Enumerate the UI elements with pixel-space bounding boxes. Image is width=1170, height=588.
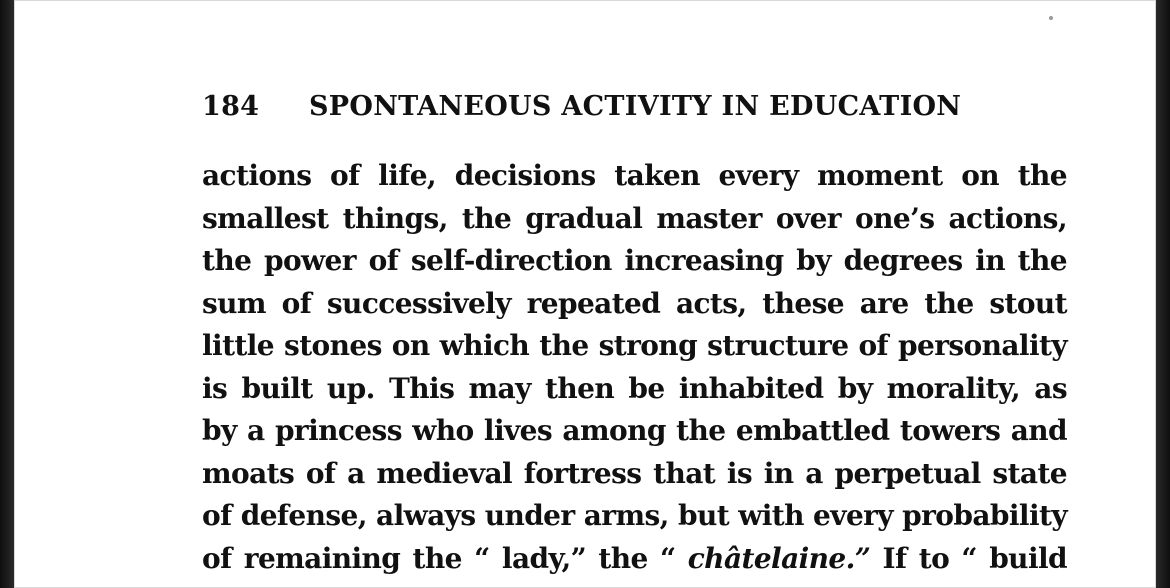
body-paragraph: [202, 155, 1067, 580]
text-line: moats of a medieval fortress that is in a perpetual state: [202, 456, 1067, 490]
text-line: sum of successively repeated acts, these are the stout: [202, 286, 1067, 320]
page-number: 184: [202, 91, 260, 122]
running-head: [202, 91, 1062, 122]
text-line: by a princess who lives among the embattled towers and: [202, 414, 1067, 447]
text-line-last: [202, 538, 1067, 581]
text-line: little stones on which the strong structure of personality: [202, 329, 1067, 362]
text-line: actions of life, decisions taken every moment on the: [202, 159, 1067, 192]
running-title: SPONTANEOUS ACTIVITY IN EDUCATION: [308, 91, 962, 122]
text-fragment: of remaining the “ lady,” the “: [202, 541, 676, 575]
text-line: smallest things, the gradual master over one’s actions,: [202, 201, 1067, 235]
italic-word: châtelaine.”: [687, 541, 871, 575]
page-speck: [1049, 16, 1053, 20]
text-line: of defense, always under arms, but with every probability: [202, 499, 1067, 532]
book-page: [14, 0, 1156, 588]
text-line: is built up. This may then be inhabited by morality, as: [202, 371, 1067, 405]
viewer-left-edge: [0, 0, 14, 588]
text-fragment: If to “ build: [870, 541, 1067, 575]
viewer-right-edge: [1156, 0, 1170, 588]
text-line: the power of self-direction increasing by degrees in the: [202, 244, 1067, 277]
